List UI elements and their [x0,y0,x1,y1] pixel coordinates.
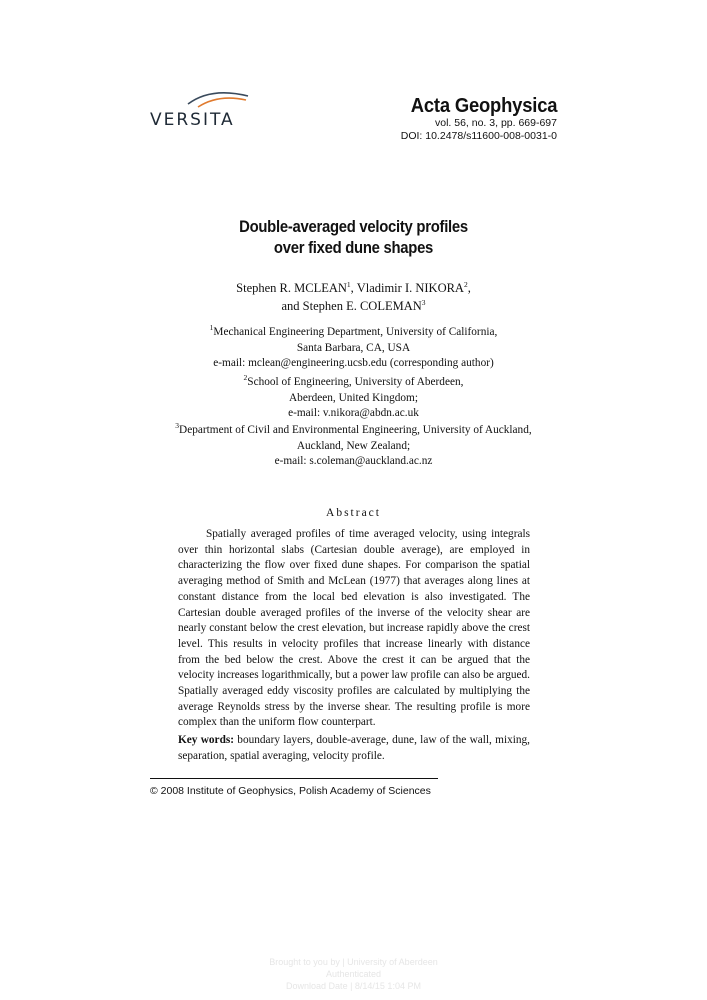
email-text: e-mail: v.nikora@abdn.ac.uk [288,407,419,419]
download-watermark: Brought to you by | University of Aberdeen Authenticated Download Date | 8/14/15 1:04 PM [269,957,438,991]
email-text: e-mail: s.coleman@auckland.ac.nz [274,455,433,467]
abstract-paragraph: Spatially averaged profiles of time averaged velocity, using integrals over thin horizontal slabs (Cartesian double average), are employed in characterizing the flow over fixed dune shapes. For comparison the spatial averaging method of Smith and McLean (1977) that averages along lines at constant distance from the local bed elevation is also investigated. The Cartesian double averaged profiles of the inverse of the velocity shear are nearly constant below the crest elevation, but increase rapidly above the crest level. This results in velocity profiles that increase linearly with distance from the bed below the crest. Above the crest it can be argued that the velocity increases logarithmically, but a power law profile can also be argued. Spatially averaged eddy viscosity profiles are calculated by multiplying the average Reynolds stress by the inverse shear. The resulting profile is more complex than the uniform flow counterpart. [178,528,530,729]
author-line-1: Stephen R. MCLEAN$^1$, Vladimir I. NIKORA$^2$, [236,279,471,295]
swoosh-icon [186,88,250,110]
abstract-body [178,527,530,731]
publisher-logo [150,88,250,132]
doi-line: DOI: 10.2478/s11600-008-0031-0 [400,130,557,142]
author-list [0,279,707,315]
abstract-heading: Abstract [326,507,381,519]
keywords [178,733,530,764]
volume-line: vol. 56, no. 3, pp. 669-697 [434,117,557,129]
keywords-text: boundary layers, double-average, dune, law of the wall, mixing, separation, spatial averaging, velocity profile. [178,734,530,762]
affiliation-2: $^2$School of Engineering, University of Aberdeen, Aberdeen, United Kingdom; e-mail: v.nikora@abdn.ac.uk [0,375,707,422]
title-line-2: over fixed dune shapes [273,239,434,257]
logo-text: VERSITA [150,110,235,130]
journal-info [398,95,557,143]
journal-title: Acta Geophysica [410,95,557,117]
author-name: Vladimir I. NIKORA [356,281,464,295]
footnote-rule [150,778,438,779]
affiliation-1: $^1$Mechanical Engineering Department, University of California, Santa Barbara, CA, USA e-mail: mclean@engineering.ucsb.edu (corresponding author) [0,325,707,372]
author-sup: 1 [346,279,351,289]
email-text: e-mail: mclean@engineering.ucsb.edu (corresponding author) [213,357,494,369]
affiliation-3: $^3$Department of Civil and Environmental Engineering, University of Auckland, Auckland, New Zealand; e-mail: s.coleman@auckland.ac.nz [0,423,707,470]
author-sup: 3 [421,297,426,307]
copyright-notice: © 2008 Institute of Geophysics, Polish Academy of Sciences [150,785,431,797]
author-name: Stephen E. COLEMAN [302,299,422,313]
author-sup: 2 [463,279,468,289]
paper-title [0,217,707,259]
author-name: Stephen R. MCLEAN [236,281,347,295]
author-line-2: and Stephen E. COLEMAN$^3$ [281,297,426,313]
title-line-1: Double-averaged velocity profiles [239,218,468,236]
keywords-label: Key words: [178,734,235,746]
